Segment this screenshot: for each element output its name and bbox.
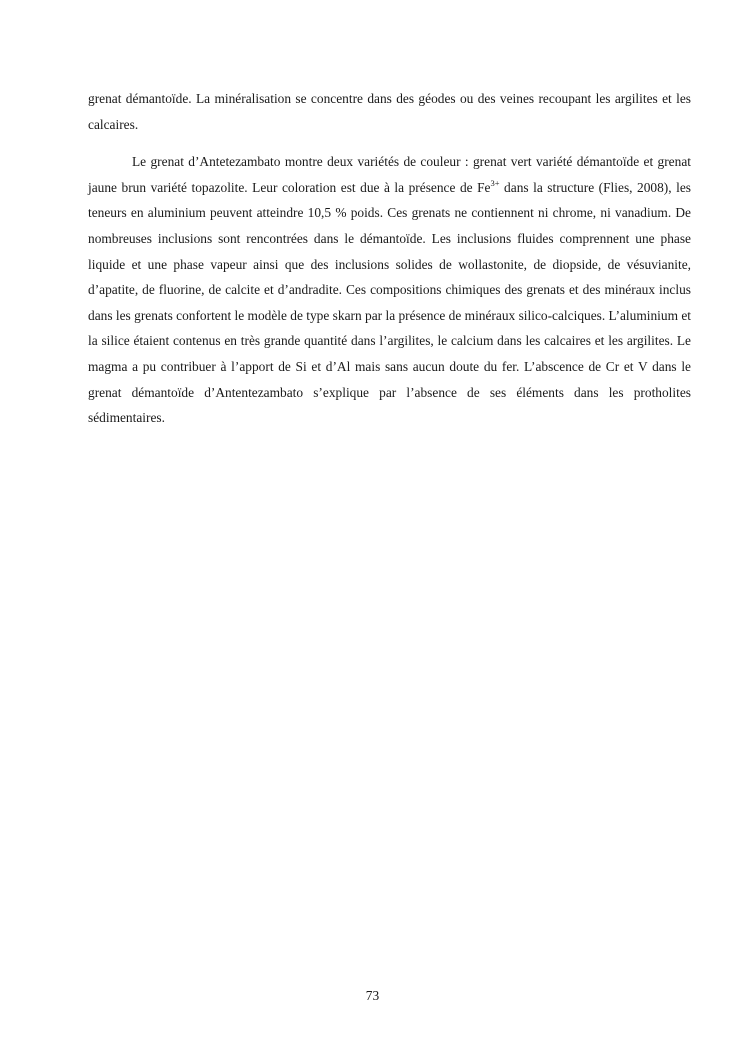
page-body (88, 86, 691, 431)
paragraph-2-text-a: Le grenat d’Antetezambato montre deux variétés de couleur : grenat vert variété démantoïde et grenat jaune brun variété topazolite. Leur coloration est due à la présence de Fe (88, 154, 691, 195)
page-number: 73 (365, 988, 380, 1003)
iron-charge-superscript: 3+ (490, 177, 500, 188)
paragraph-2-text-b: dans la structure (Flies, 2008), les teneurs en aluminium peuvent atteindre 10,5 % poids. Ces grenats ne contiennent ni chrome, ni vanadium. De nombreuses inclusions sont rencontrées dans le démantoïde. Les inclusions fluides comprennent une phase liquide et une phase vapeur ainsi que des inclusions solides de wollastonite, de diopside, de vésuvianite, d’apatite, de fluorine, de calcite et d’andradite. Ces compositions chimiques des grenats et des minéraux inclus dans les grenats confortent le modèle de type skarn par la présence de minéraux silico-calciques. L’aluminium et la silice étaient contenus en très grande quantité dans l’argilites, le calcium dans les calcaires et les argilites. Le magma a pu contribuer à l’apport de Si et d’Al mais sans aucun doute du fer. L’abscence de Cr et V dans le grenat démantoïde d’Antentezambato s’explique par l’absence de ses éléments dans les protholites sédimentaires. (88, 179, 691, 426)
paragraph-2 (88, 149, 691, 431)
paragraph-1: grenat démantoïde. La minéralisation se concentre dans des géodes ou des veines recoupant les argilites et les calcaires. (88, 91, 691, 132)
